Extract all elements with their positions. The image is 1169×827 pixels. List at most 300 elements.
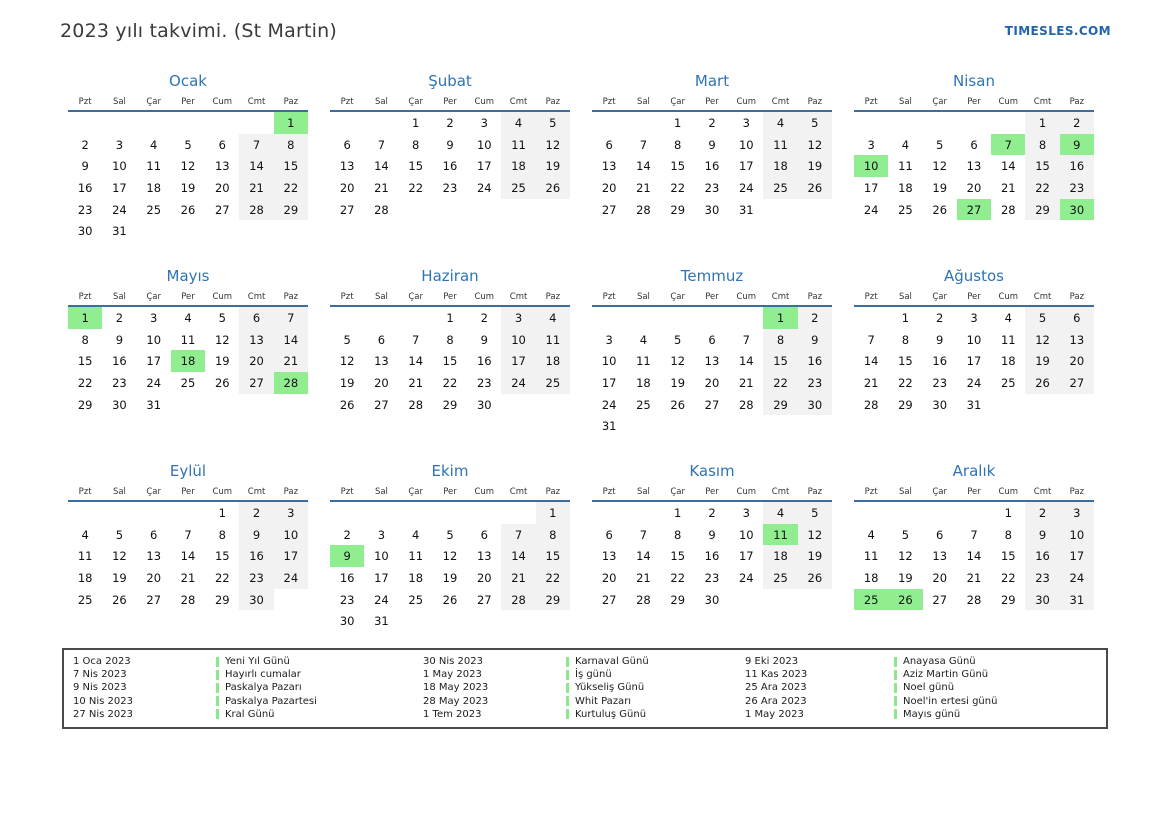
day-cell: 7 (239, 134, 273, 156)
day-cell: 18 (636, 375, 651, 390)
empty-cell (626, 502, 660, 524)
day-cell: 2 (446, 115, 454, 130)
empty-cell (957, 112, 991, 134)
day-cell: 7 (970, 527, 978, 542)
empty-cell (854, 502, 888, 524)
weekday-label: Pzt (864, 292, 878, 302)
day-cell: 30 (339, 614, 355, 629)
day-cell: 13 (339, 159, 355, 174)
month-block (68, 267, 308, 439)
weekday-label: Pzt (602, 487, 616, 497)
legend-item-name: Paskalya Pazarı (225, 682, 302, 694)
day-cell: 23 (704, 570, 720, 585)
day-cell: 10 (601, 354, 617, 369)
weekday-label: Per (967, 97, 981, 107)
weekday-label: Çar (408, 292, 424, 302)
day-cell: 20 (339, 180, 355, 195)
legend-item (216, 668, 414, 681)
day-cell: 12 (670, 354, 686, 369)
day-cell: 25 (898, 202, 913, 217)
day-cell: 26 (112, 592, 127, 607)
day-cell: 3 (115, 137, 124, 152)
holiday-day-cell: 26 (888, 589, 922, 611)
day-cell: 27 (239, 372, 273, 394)
empty-cell (923, 112, 957, 134)
weekday-header-row (330, 292, 570, 307)
day-cell: 2 (239, 502, 273, 524)
day-cell: 3 (501, 307, 535, 329)
legend-item-name: Noel'in ertesi günü (903, 695, 998, 707)
day-cell: 2 (81, 137, 89, 152)
day-cell: 1 (536, 502, 570, 524)
empty-cell (330, 502, 364, 524)
empty-cell (364, 112, 398, 134)
day-cell: 29 (536, 589, 570, 611)
day-cell: 29 (442, 397, 458, 412)
day-cell: 8 (412, 137, 420, 152)
day-cell: 21 (501, 567, 535, 589)
weekday-header-row (854, 487, 1094, 502)
holiday-marker-icon (216, 683, 219, 693)
day-cell: 16 (704, 549, 720, 564)
legend-item-name: Paskalya Pazartesi (225, 695, 317, 707)
day-cell: 18 (863, 570, 879, 585)
day-cell: 6 (480, 527, 488, 542)
day-cell: 23 (798, 372, 832, 394)
day-cell: 15 (670, 159, 686, 174)
day-cell: 27 (146, 592, 162, 607)
day-cell: 1 (412, 115, 420, 130)
legend-item-date: 1 May 2023 (423, 669, 482, 681)
day-cell: 2 (480, 310, 488, 325)
day-cell: 8 (274, 134, 308, 156)
day-cell: 12 (339, 354, 355, 369)
day-cell: 15 (1025, 155, 1059, 177)
weekday-label: Cum (474, 97, 495, 107)
day-cell: 9 (708, 137, 716, 152)
day-cell: 14 (180, 549, 196, 564)
day-cell: 4 (763, 502, 797, 524)
day-cell: 3 (867, 137, 875, 152)
empty-cell (102, 502, 136, 524)
holiday-marker-icon (566, 657, 569, 667)
day-cell: 28 (636, 592, 651, 607)
day-cell: 3 (480, 115, 488, 130)
day-cell: 23 (239, 567, 273, 589)
holiday-marker-icon (566, 696, 569, 706)
holiday-day-cell: 27 (957, 199, 991, 221)
day-cell: 15 (77, 354, 93, 369)
empty-cell (399, 307, 433, 329)
day-cell: 7 (867, 332, 875, 347)
weekday-label: Per (443, 292, 457, 302)
day-cell: 20 (374, 375, 389, 390)
weekday-label: Cmt (1033, 97, 1052, 107)
weekday-label: Paz (807, 487, 823, 497)
empty-cell (592, 307, 626, 329)
day-cell: 2 (1025, 502, 1059, 524)
day-cell: 26 (214, 375, 230, 390)
weekday-label: Çar (670, 292, 686, 302)
day-cell: 22 (442, 375, 458, 390)
day-cell: 15 (274, 155, 308, 177)
weekday-label: Per (705, 97, 719, 107)
legend-item-name: Anayasa Günü (903, 656, 976, 667)
day-cell: 26 (536, 177, 570, 199)
day-cell: 14 (863, 354, 879, 369)
day-cell: 9 (1025, 524, 1059, 546)
month-block (592, 72, 832, 244)
day-cell: 10 (738, 527, 754, 542)
weekday-label: Pzt (602, 97, 616, 107)
day-cell: 15 (763, 350, 797, 372)
legend-item-name: Karnaval Günü (575, 656, 649, 667)
day-cell: 3 (150, 310, 158, 325)
day-cell: 13 (239, 329, 273, 351)
legend-item-name: Yükseliş Günü (575, 682, 645, 694)
weekday-label: Cum (474, 487, 495, 497)
day-cell: 24 (112, 202, 127, 217)
day-cell: 11 (501, 134, 535, 156)
day-cell: 10 (112, 159, 127, 174)
legend-item (566, 668, 736, 681)
day-cell: 26 (798, 567, 832, 589)
day-cell: 14 (374, 159, 389, 174)
day-cell: 20 (601, 180, 617, 195)
weekday-label: Sal (898, 97, 912, 107)
holiday-day-cell: 10 (854, 155, 888, 177)
day-cell: 18 (408, 570, 424, 585)
day-cell: 16 (112, 354, 127, 369)
day-cell: 13 (704, 354, 720, 369)
day-cell: 22 (670, 180, 686, 195)
empty-cell (330, 112, 364, 134)
weekday-header-row (854, 97, 1094, 112)
empty-cell (626, 112, 660, 134)
holiday-marker-icon (216, 670, 219, 680)
site-link[interactable]: TIMESLES.COM (1004, 24, 1111, 38)
empty-cell (854, 112, 888, 134)
holiday-day-cell: 30 (1060, 199, 1094, 221)
empty-cell (854, 307, 888, 329)
legend-item-date: 10 Nis 2023 (73, 695, 133, 707)
day-cell: 8 (446, 332, 454, 347)
day-cell: 3 (970, 310, 978, 325)
day-cell: 9 (115, 332, 124, 347)
day-cell: 14 (408, 354, 424, 369)
month-title: Ağustos (944, 267, 1004, 285)
weekday-label: Cmt (1033, 292, 1052, 302)
empty-cell (364, 307, 398, 329)
empty-cell (68, 502, 102, 524)
day-cell: 22 (670, 570, 686, 585)
month-title: Şubat (428, 72, 472, 90)
day-cell: 27 (214, 202, 230, 217)
day-cell: 26 (339, 397, 355, 412)
day-cell: 29 (670, 592, 686, 607)
month-block (330, 462, 570, 634)
day-cell: 23 (476, 375, 492, 390)
day-cell: 21 (1000, 180, 1016, 195)
day-cell: 21 (863, 375, 879, 390)
empty-cell (888, 502, 922, 524)
month-title: Mayıs (166, 267, 210, 285)
day-cell: 11 (536, 329, 570, 351)
day-cell: 16 (1025, 545, 1059, 567)
day-cell: 4 (150, 137, 158, 152)
weekday-label: Per (181, 487, 195, 497)
legend-item (894, 695, 1106, 708)
weekday-header-row (592, 292, 832, 307)
empty-cell (137, 112, 171, 134)
weekday-label: Cum (212, 97, 233, 107)
day-cell: 19 (536, 155, 570, 177)
day-cell: 18 (146, 180, 162, 195)
legend-item (894, 681, 1106, 694)
day-cell: 26 (798, 177, 832, 199)
day-cell: 31 (112, 224, 127, 239)
month-block (68, 462, 308, 634)
day-cell: 12 (180, 159, 196, 174)
empty-cell (433, 502, 467, 524)
holiday-marker-icon (216, 657, 219, 667)
day-cell: 15 (1000, 549, 1016, 564)
day-cell: 25 (536, 372, 570, 394)
day-cell: 27 (601, 592, 617, 607)
day-cell: 4 (184, 310, 192, 325)
day-cell: 22 (898, 375, 913, 390)
day-cell: 21 (239, 177, 273, 199)
day-cell: 29 (898, 397, 913, 412)
empty-cell (592, 112, 626, 134)
day-cell: 20 (239, 350, 273, 372)
day-cell: 20 (1060, 350, 1094, 372)
day-cell: 28 (374, 202, 389, 217)
day-cell: 25 (408, 592, 424, 607)
legend-item (566, 655, 736, 668)
weekday-label: Paz (545, 487, 561, 497)
day-cell: 3 (1060, 502, 1094, 524)
month-block (854, 72, 1094, 244)
day-cell: 18 (763, 545, 797, 567)
day-cell: 28 (1000, 202, 1016, 217)
day-cell: 28 (738, 397, 754, 412)
weekday-label: Cum (736, 97, 757, 107)
legend-item-date: 1 Oca 2023 (73, 656, 131, 667)
day-cell: 14 (274, 329, 308, 351)
empty-cell (239, 112, 273, 134)
holiday-day-cell: 11 (763, 524, 797, 546)
weekday-label: Çar (932, 292, 948, 302)
day-cell: 1 (674, 505, 682, 520)
holiday-marker-icon (894, 670, 897, 680)
day-cell: 9 (446, 137, 454, 152)
day-cell: 11 (763, 134, 797, 156)
holiday-day-cell: 1 (68, 307, 102, 329)
day-cell: 28 (636, 202, 651, 217)
day-cell: 8 (1025, 134, 1059, 156)
holiday-marker-icon (566, 709, 569, 719)
day-cell: 17 (601, 375, 617, 390)
day-cell: 20 (214, 180, 230, 195)
day-cell: 9 (936, 332, 944, 347)
weekday-label: Cmt (247, 97, 266, 107)
day-cell: 19 (112, 570, 127, 585)
day-cell: 15 (214, 549, 230, 564)
day-cell: 31 (374, 614, 389, 629)
weekday-label: Cum (212, 292, 233, 302)
empty-cell (626, 307, 660, 329)
day-cell: 31 (1060, 589, 1094, 611)
day-cell: 7 (639, 137, 648, 152)
day-cell: 24 (501, 372, 535, 394)
day-cell: 11 (146, 159, 162, 174)
weekday-label: Cmt (509, 97, 528, 107)
holiday-day-cell: 9 (1060, 134, 1094, 156)
day-cell: 6 (218, 137, 226, 152)
weekday-label: Cum (736, 292, 757, 302)
legend-item (566, 708, 736, 721)
day-cell: 21 (408, 375, 424, 390)
weekday-label: Cum (212, 487, 233, 497)
weekday-label: Per (443, 97, 457, 107)
day-grid (330, 112, 570, 220)
day-grid (330, 307, 570, 415)
day-cell: 17 (863, 180, 879, 195)
day-cell: 21 (738, 375, 754, 390)
month-title: Aralık (952, 462, 996, 480)
day-cell: 7 (377, 137, 386, 152)
day-cell: 16 (442, 159, 458, 174)
day-cell: 26 (1025, 372, 1059, 394)
legend-item-date: 18 May 2023 (423, 682, 489, 694)
day-cell: 7 (412, 332, 420, 347)
weekday-label: Paz (1069, 97, 1085, 107)
day-cell: 21 (636, 570, 651, 585)
day-cell: 6 (970, 137, 978, 152)
month-title: Nisan (953, 72, 995, 90)
day-cell: 7 (501, 524, 535, 546)
day-cell: 7 (274, 307, 308, 329)
day-cell: 12 (932, 159, 948, 174)
legend-item-date: 30 Nis 2023 (423, 656, 483, 667)
day-cell: 26 (932, 202, 948, 217)
weekday-label: Paz (1069, 292, 1085, 302)
weekday-label: Sal (898, 487, 912, 497)
legend-item-name: Kurtuluş Günü (575, 708, 647, 720)
day-cell: 29 (670, 202, 686, 217)
legend-item (566, 681, 736, 694)
holiday-day-cell: 9 (330, 545, 364, 567)
weekday-label: Paz (807, 97, 823, 107)
day-cell: 23 (1025, 567, 1059, 589)
day-cell: 9 (239, 524, 273, 546)
weekday-label: Cum (998, 487, 1019, 497)
day-grid (68, 112, 308, 242)
weekday-label: Paz (545, 97, 561, 107)
day-cell: 29 (1025, 199, 1059, 221)
empty-cell (68, 112, 102, 134)
weekday-header-row (330, 487, 570, 502)
day-cell: 14 (1000, 159, 1016, 174)
weekday-label: Çar (408, 487, 424, 497)
holiday-marker-icon (894, 709, 897, 719)
day-cell: 2 (708, 115, 716, 130)
weekday-label: Cmt (771, 487, 790, 497)
day-cell: 20 (704, 375, 720, 390)
day-cell: 27 (704, 397, 720, 412)
day-cell: 5 (674, 332, 682, 347)
weekday-label: Paz (1069, 487, 1085, 497)
day-cell: 17 (738, 159, 754, 174)
day-cell: 6 (708, 332, 716, 347)
day-cell: 29 (763, 394, 797, 416)
weekday-header-row (68, 292, 308, 307)
day-cell: 18 (77, 570, 93, 585)
day-cell: 28 (501, 589, 535, 611)
day-cell: 16 (932, 354, 948, 369)
day-cell: 4 (81, 527, 89, 542)
day-cell: 6 (605, 527, 613, 542)
weekday-label: Cmt (247, 487, 266, 497)
weekday-label: Paz (283, 97, 299, 107)
legend-item-date: 1 May 2023 (745, 708, 804, 720)
empty-cell (888, 112, 922, 134)
day-cell: 9 (708, 527, 716, 542)
day-cell: 21 (274, 350, 308, 372)
day-cell: 12 (112, 549, 127, 564)
weekday-label: Cmt (509, 487, 528, 497)
weekday-label: Çar (146, 97, 162, 107)
holiday-day-cell: 18 (171, 350, 205, 372)
day-cell: 3 (377, 527, 386, 542)
day-cell: 13 (932, 549, 948, 564)
empty-cell (467, 502, 501, 524)
weekday-label: Cmt (509, 292, 528, 302)
legend-item-date: 28 May 2023 (423, 695, 489, 707)
day-cell: 5 (115, 527, 124, 542)
holiday-day-cell: 1 (763, 307, 797, 329)
day-cell: 16 (77, 180, 93, 195)
day-cell: 6 (150, 527, 158, 542)
day-cell: 3 (742, 115, 750, 130)
day-cell: 19 (798, 155, 832, 177)
day-cell: 18 (501, 155, 535, 177)
day-cell: 6 (377, 332, 386, 347)
weekday-label: Pzt (340, 97, 354, 107)
month-title: Haziran (421, 267, 479, 285)
month-block (330, 267, 570, 439)
holiday-marker-icon (894, 696, 897, 706)
empty-cell (661, 307, 695, 329)
weekday-label: Paz (545, 292, 561, 302)
day-cell: 18 (536, 350, 570, 372)
holiday-marker-icon (894, 683, 897, 693)
day-cell: 7 (639, 527, 648, 542)
day-cell: 4 (1004, 310, 1012, 325)
day-cell: 30 (476, 397, 492, 412)
holiday-day-cell: 1 (274, 112, 308, 134)
day-cell: 8 (674, 137, 682, 152)
legend-item (216, 708, 414, 721)
day-cell: 16 (339, 570, 355, 585)
day-cell: 1 (1025, 112, 1059, 134)
legend-item (216, 655, 414, 668)
weekday-label: Pzt (864, 487, 878, 497)
day-cell: 11 (898, 159, 913, 174)
month-block (592, 462, 832, 634)
day-cell: 28 (239, 199, 273, 221)
